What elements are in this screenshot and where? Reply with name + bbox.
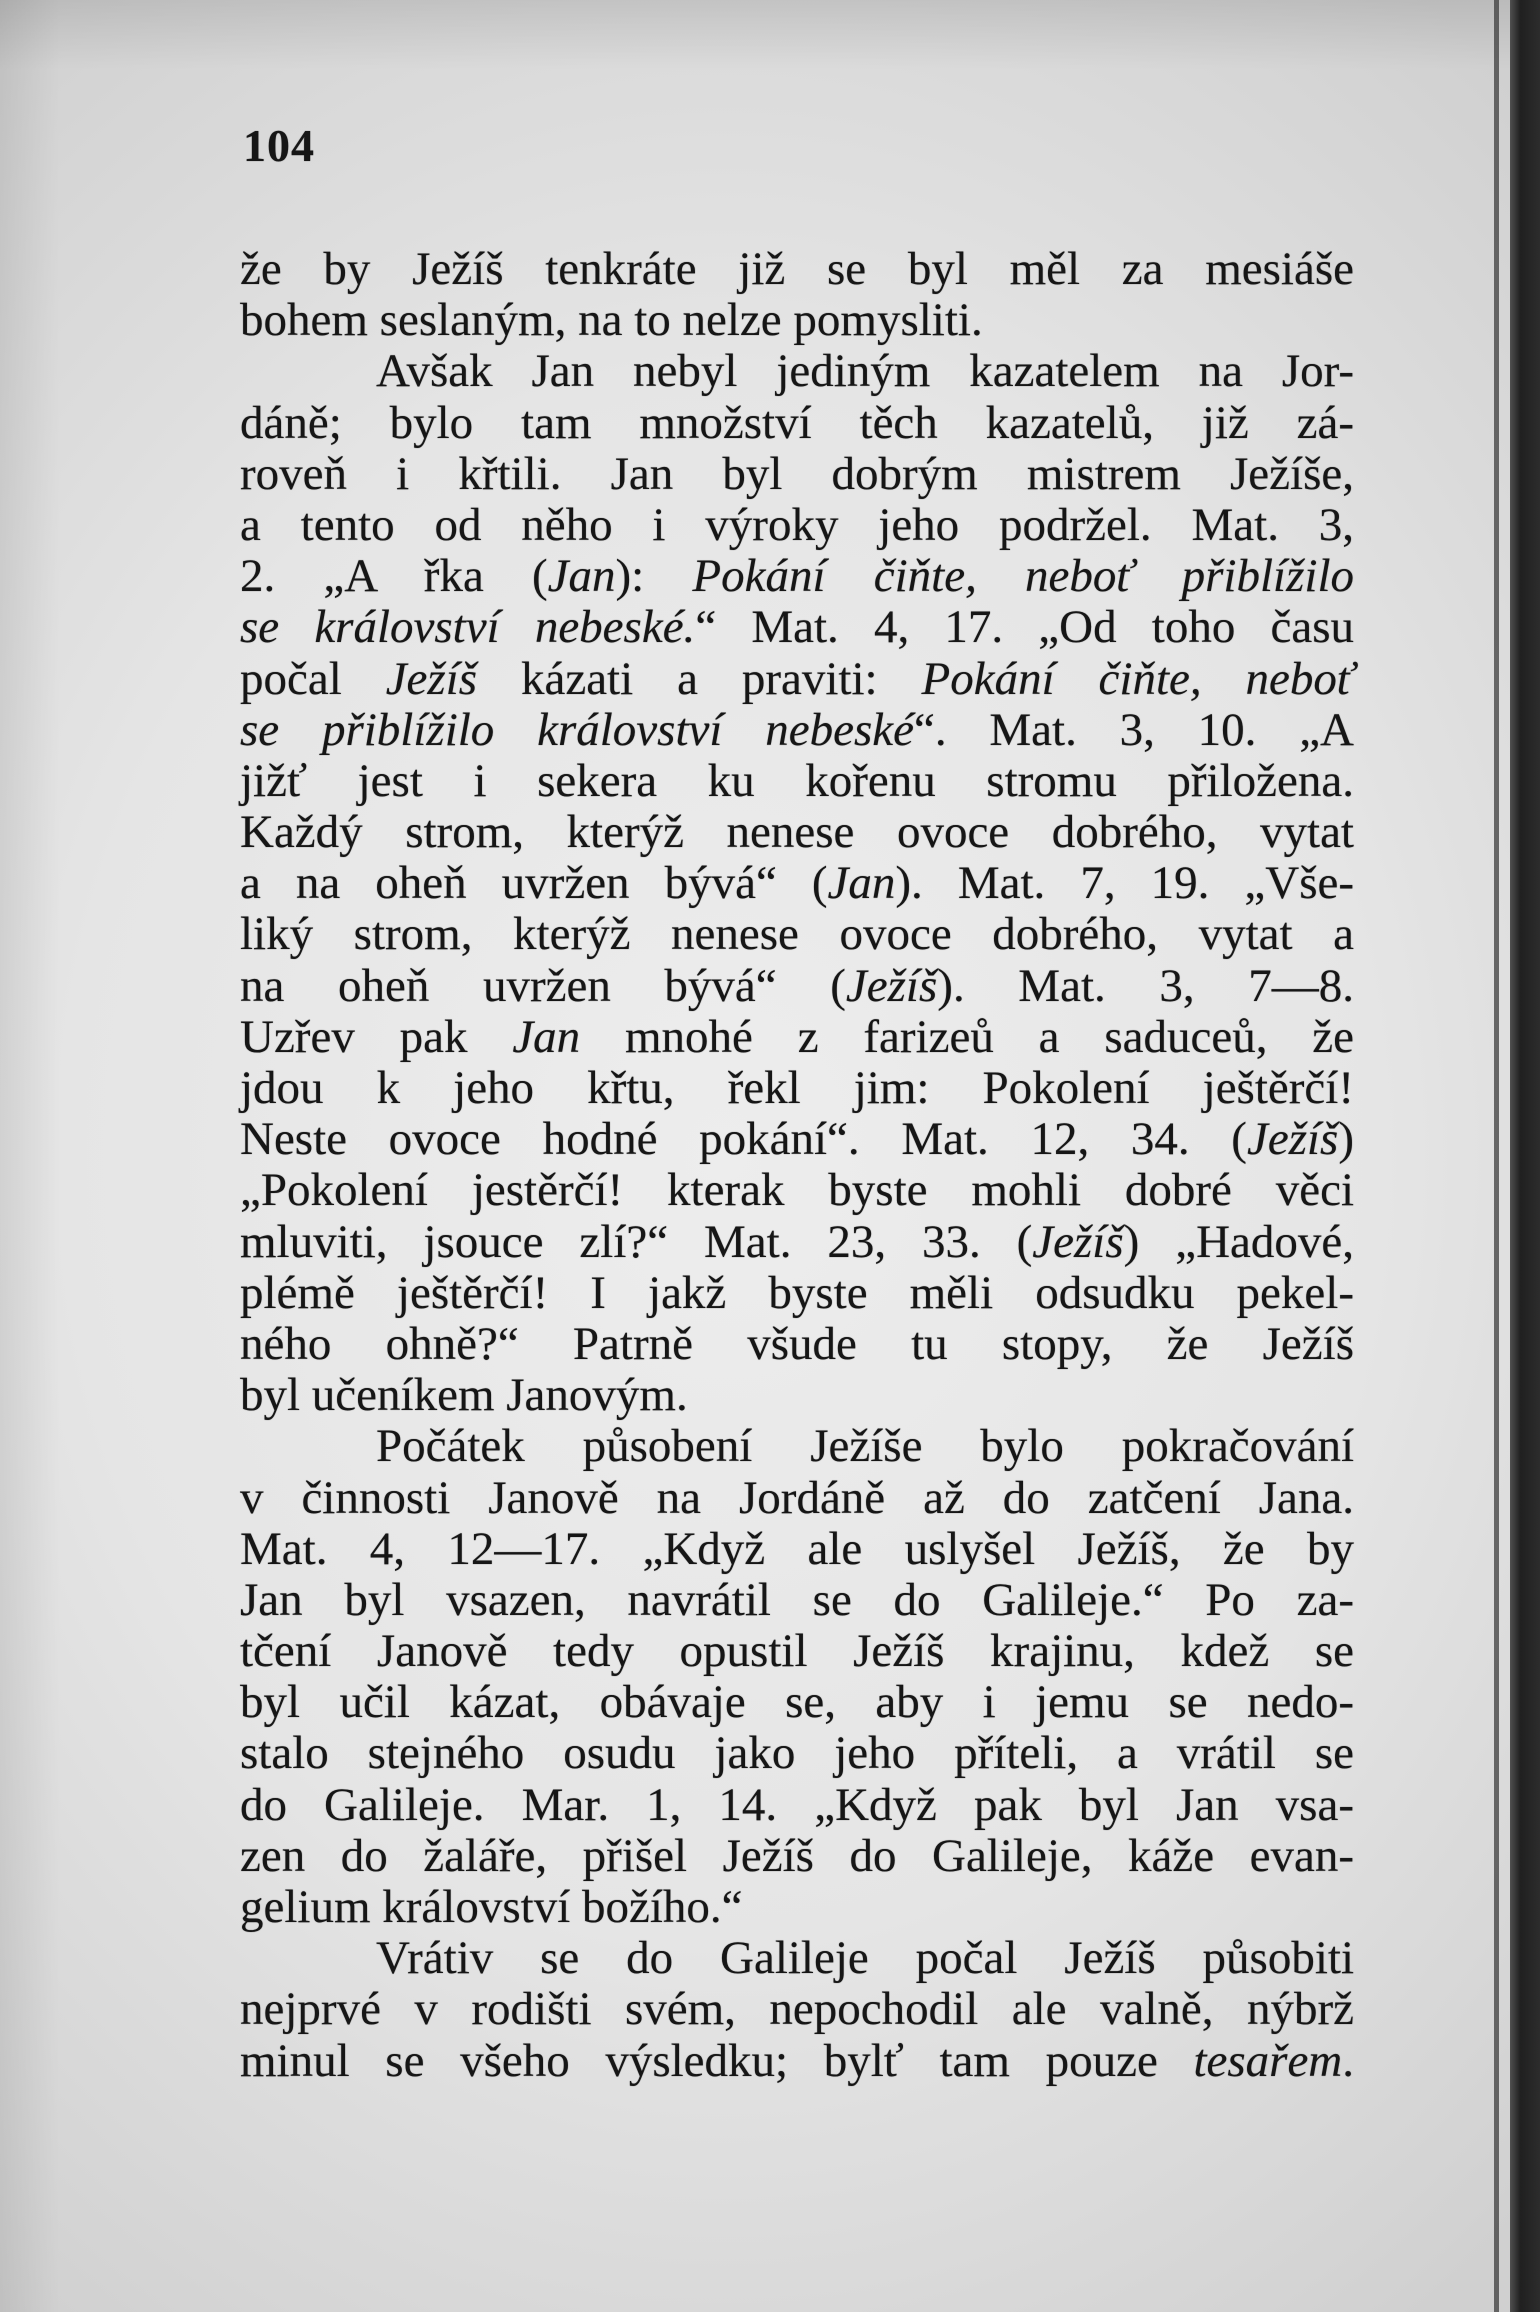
text-run: bohem seslaným, na to nelze pomysliti. <box>240 294 983 347</box>
italic-text-run: Jan <box>512 1010 581 1063</box>
text-run: počal <box>240 652 386 705</box>
italic-text-run: Jan <box>827 857 896 910</box>
italic-text-run: Ježíš <box>1032 1215 1124 1268</box>
book-spine-edge <box>1510 0 1540 2312</box>
text-run: plémě ještěrčí! I jakž byste měli odsudku pekel- <box>240 1266 1354 1319</box>
text-line <box>240 1882 1354 1933</box>
text-run: roveň i křtili. Jan byl dobrým mistrem Ježíše, <box>240 447 1354 500</box>
text-line <box>240 346 1354 397</box>
text-run: tčení Janově tedy opustil Ježíš krajinu, kdež se <box>240 1625 1354 1678</box>
text-run: Jan byl vsazen, navrátil se do Galileje.“ Po za- <box>240 1573 1354 1626</box>
text-run: Počátek působení Ježíše bylo pokračování <box>376 1420 1354 1473</box>
text-run: zen do žaláře, přišel Ježíš do Galileje, káže evan- <box>240 1829 1354 1882</box>
italic-text-run: se království nebeské. <box>240 601 696 654</box>
italic-text-run: Pokání čiňte, neboť přiblížilo <box>692 550 1354 603</box>
text-line <box>240 858 1354 909</box>
page-edge-line <box>1494 0 1499 2312</box>
text-line <box>240 398 1354 449</box>
text-run: že by Ježíš tenkráte již se byl měl za mesiáše <box>240 243 1354 295</box>
scan-left-shadow <box>0 0 60 2312</box>
paragraph <box>240 244 1354 346</box>
text-line <box>240 1626 1354 1677</box>
text-run: minul se všeho výsledku; bylť tam pouze <box>240 2034 1194 2087</box>
italic-text-run: se přiblížilo království nebeské <box>240 703 914 756</box>
text-run: na oheň uvržen bývá“ ( <box>240 959 846 1012</box>
text-run: 2. „A řka ( <box>240 550 548 603</box>
text-line <box>240 1728 1354 1779</box>
text-line <box>240 1319 1354 1370</box>
text-run: ) <box>1338 1113 1354 1166</box>
text-run: v činnosti Janově na Jordáně až do zatčení Jana. <box>240 1471 1354 1524</box>
text-line <box>240 1063 1354 1114</box>
text-line <box>240 1012 1354 1063</box>
text-run: „Pokolení jestěrčí! kterak byste mohli dobré věci <box>240 1164 1354 1217</box>
scan-top-shadow <box>0 0 1540 70</box>
text-run: “. Mat. 3, 10. „A <box>913 703 1354 756</box>
text-line <box>240 500 1354 551</box>
body-text <box>240 244 1354 2087</box>
text-line <box>240 909 1354 960</box>
text-line <box>240 1575 1354 1626</box>
italic-text-run: Ježíš <box>385 652 478 705</box>
italic-text-run: Pokání čiňte, neboť <box>921 652 1354 705</box>
text-run: dáně; bylo tam množství těch kazatelů, již zá- <box>240 396 1354 449</box>
text-run: liký strom, kterýž nenese ovoce dobrého, vytat a <box>240 908 1354 961</box>
text-run: kázati a praviti: <box>477 652 922 705</box>
text-line <box>240 1473 1354 1524</box>
paragraph <box>240 1421 1354 1933</box>
text-line <box>240 1780 1354 1831</box>
italic-text-run: Jan <box>547 550 616 603</box>
text-line <box>240 961 1354 1012</box>
text-run: ). Mat. 7, 19. „Vše- <box>895 857 1354 910</box>
paragraph <box>240 346 1354 1421</box>
italic-text-run: Ježíš <box>1246 1113 1339 1166</box>
text-run: “ Mat. 4, 17. „Od toho času <box>695 601 1354 654</box>
text-run: stalo stejného osudu jako jeho příteli, a vrátil se <box>240 1727 1354 1780</box>
text-line <box>240 1677 1354 1728</box>
text-run: . <box>1342 2034 1354 2087</box>
text-run: byl učil kázat, obávaje se, aby i jemu se nedo- <box>240 1676 1354 1729</box>
italic-text-run: Ježíš <box>845 959 938 1012</box>
text-run: ): <box>615 550 693 603</box>
text-run: ného ohně?“ Patrně všude tu stopy, že Ježíš <box>240 1317 1354 1370</box>
text-line <box>240 1984 1354 2035</box>
text-line <box>240 244 1354 295</box>
text-run: Neste ovoce hodné pokání“. Mat. 12, 34. ( <box>240 1113 1247 1166</box>
text-run: a na oheň uvržen bývá“ ( <box>240 857 828 910</box>
text-line <box>240 1114 1354 1165</box>
page-number: 104 <box>243 120 315 171</box>
text-run: mluviti, jsouce zlí?“ Mat. 23, 33. ( <box>240 1215 1033 1268</box>
text-run: a tento od něho i výroky jeho podržel. Mat. 3, <box>240 498 1354 551</box>
text-run: do Galileje. Mar. 1, 14. „Když pak byl Jan vsa- <box>240 1778 1354 1831</box>
text-line <box>240 1933 1354 1984</box>
italic-text-run: tesařem <box>1193 2034 1343 2087</box>
text-line <box>240 1268 1354 1319</box>
text-line <box>240 1165 1354 1216</box>
text-run: Avšak Jan nebyl jediným kazatelem na Jor- <box>376 345 1354 398</box>
text-line <box>240 1831 1354 1882</box>
text-line <box>240 807 1354 858</box>
text-run: mnohé z farizeů a saduceů, že <box>580 1010 1354 1063</box>
text-line <box>240 705 1354 756</box>
paragraph <box>240 1933 1354 2087</box>
text-line <box>240 295 1354 346</box>
text-run: jižť jest i sekera ku kořenu stromu přiložena. <box>240 754 1354 807</box>
text-line <box>240 756 1354 807</box>
text-line <box>240 2036 1354 2087</box>
text-run: Uzřev pak <box>240 1010 513 1063</box>
text-run: ). Mat. 3, 7—8. <box>937 959 1354 1012</box>
text-run: Mat. 4, 12—17. „Když ale uslyšel Ježíš, že by <box>240 1522 1354 1575</box>
text-line <box>240 449 1354 500</box>
text-run: nejprvé v rodišti svém, nepochodil ale valně, nýbrž <box>240 1983 1354 2036</box>
text-line <box>240 1421 1354 1472</box>
text-line <box>240 1370 1354 1421</box>
text-run: Každý strom, kterýž nenese ovoce dobrého, vytat <box>240 806 1354 859</box>
text-line <box>240 602 1354 653</box>
text-line <box>240 654 1354 705</box>
text-line <box>240 551 1354 602</box>
text-run: Vrátiv se do Galileje počal Ježíš působiti <box>376 1932 1354 1985</box>
text-run: ) „Hadové, <box>1123 1215 1354 1268</box>
text-line <box>240 1217 1354 1268</box>
text-line <box>240 1524 1354 1575</box>
text-run: jdou k jeho křtu, řekl jim: Pokolení ještěrčí! <box>240 1062 1354 1114</box>
text-run: gelium království božího.“ <box>240 1881 743 1933</box>
text-run: byl učeníkem Janovým. <box>240 1369 688 1422</box>
